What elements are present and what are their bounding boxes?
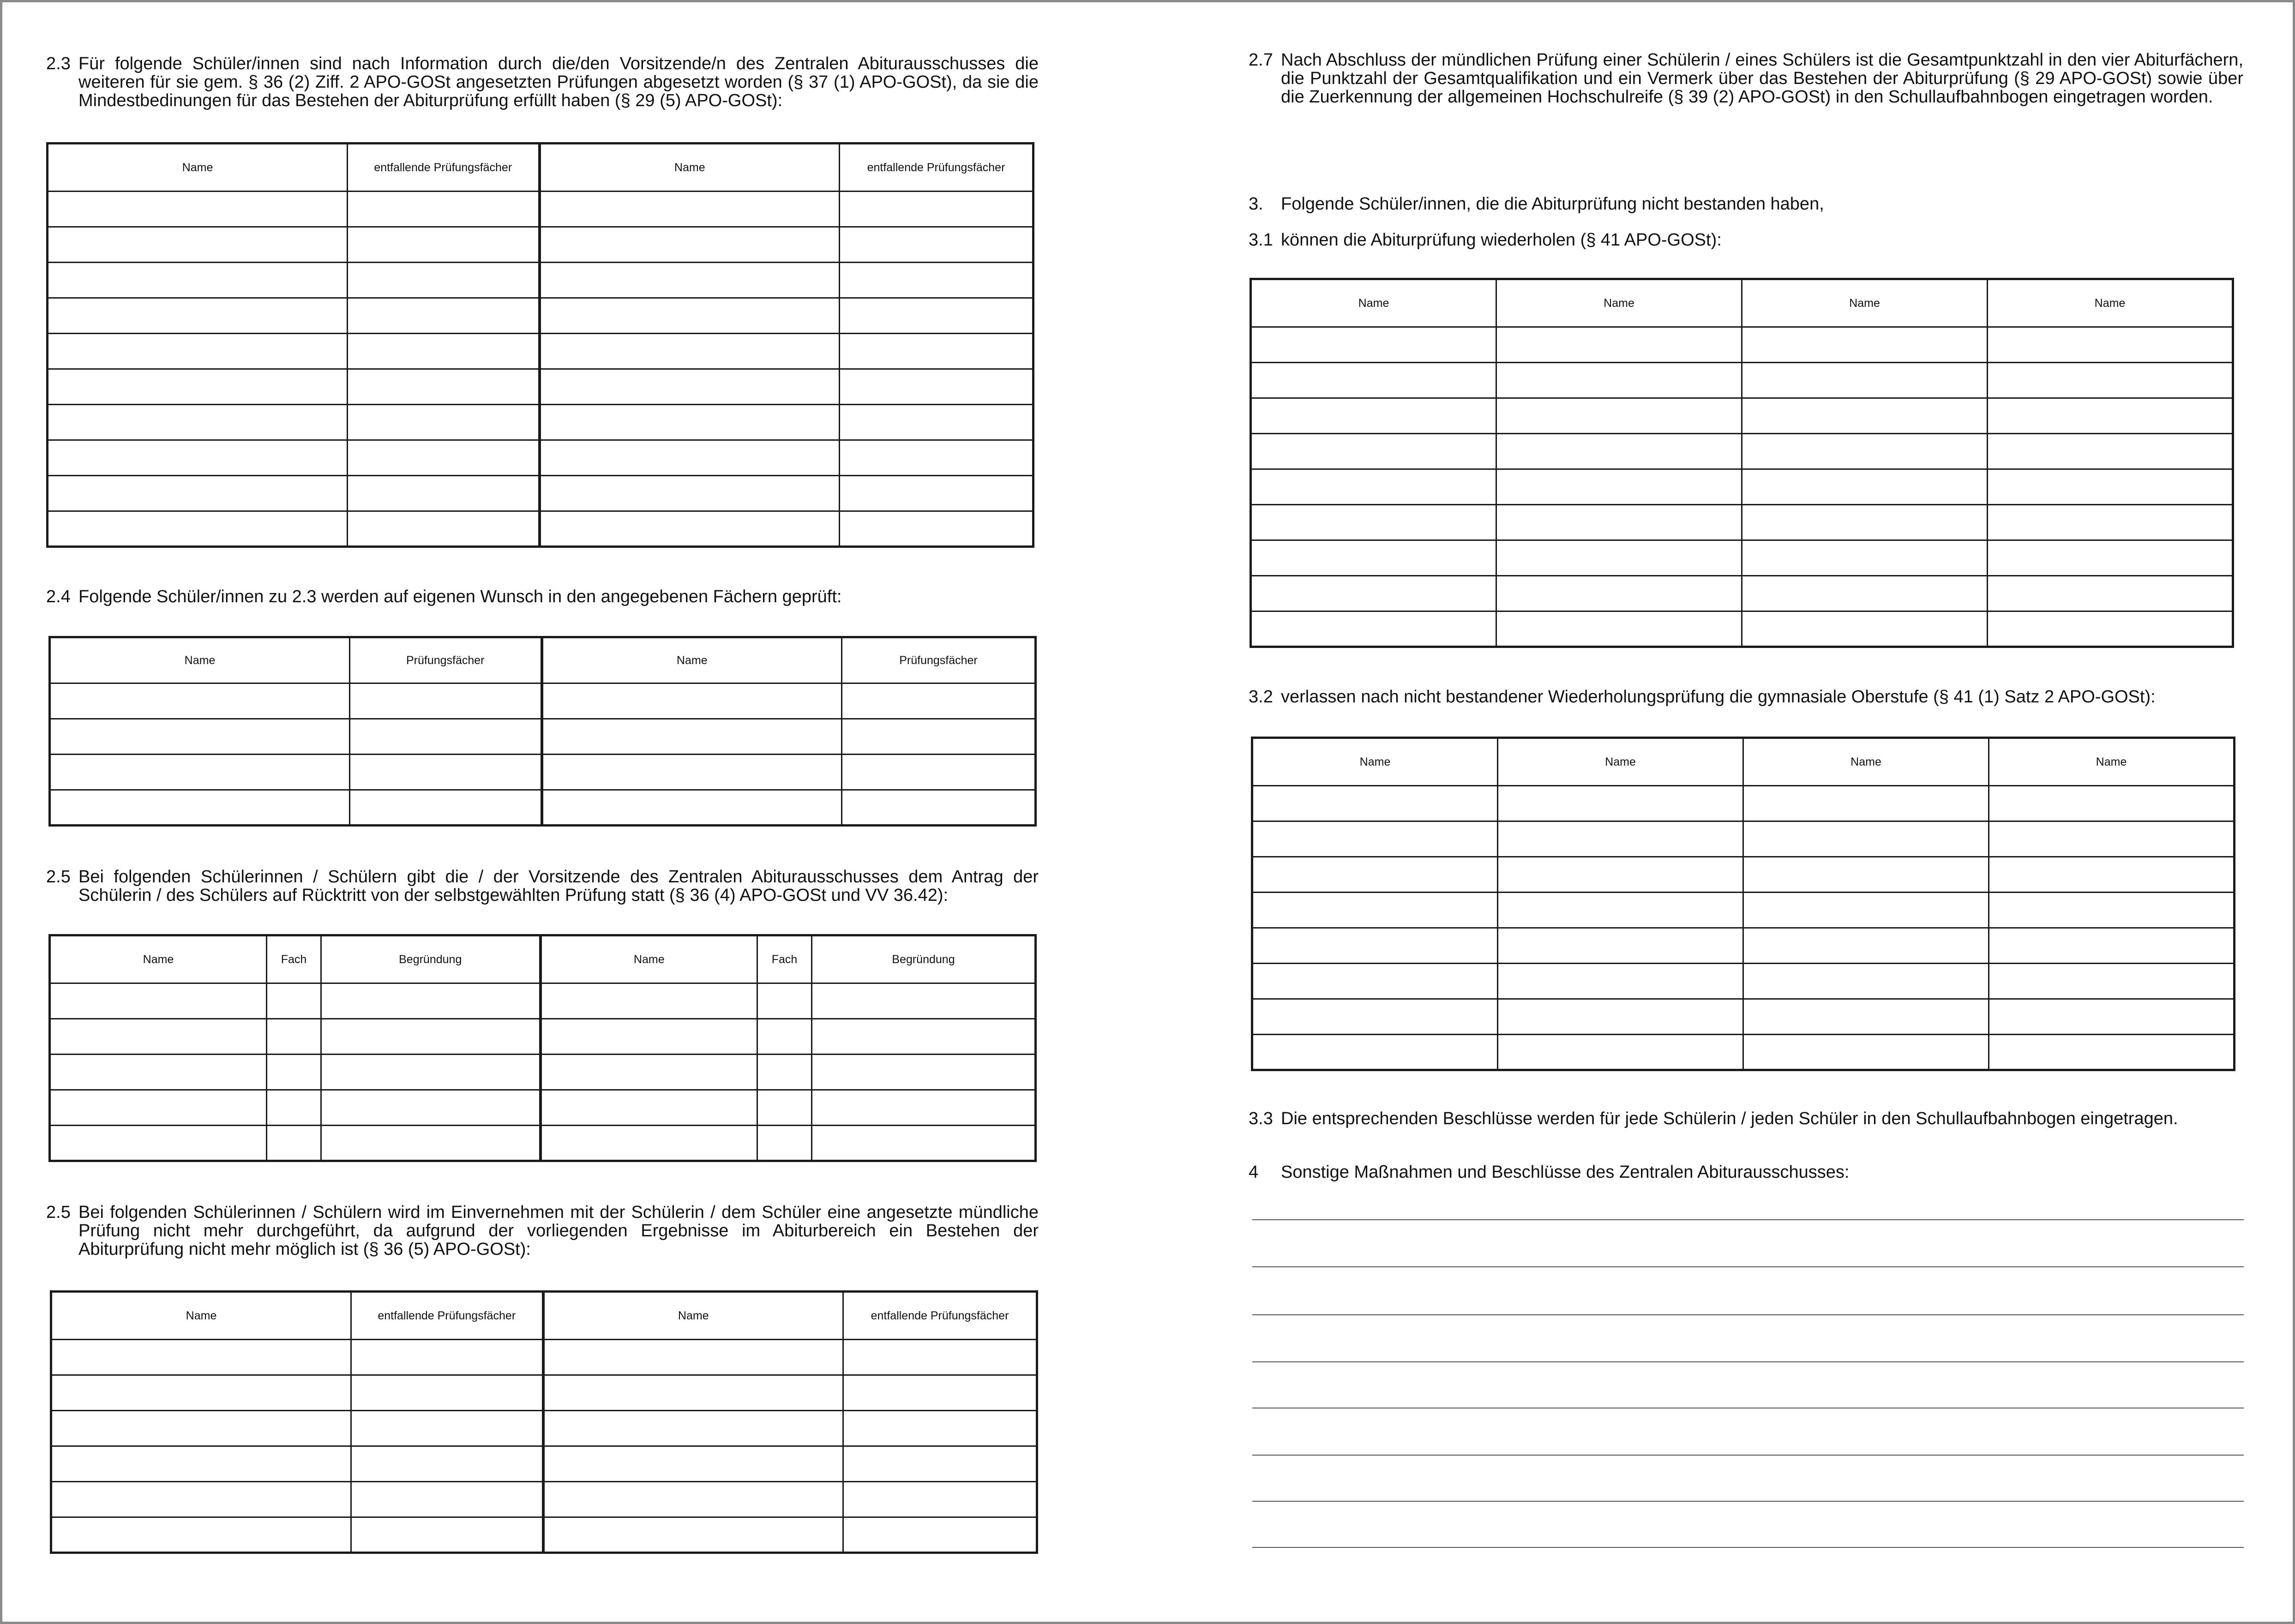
section-number: 4 bbox=[1249, 1163, 1259, 1182]
input-cell[interactable] bbox=[50, 1090, 267, 1126]
input-cell[interactable] bbox=[840, 476, 1033, 511]
input-cell[interactable] bbox=[1743, 893, 1989, 928]
input-cell[interactable] bbox=[1742, 540, 1988, 576]
input-cell[interactable] bbox=[1251, 576, 1496, 611]
input-cell[interactable] bbox=[843, 1446, 1037, 1482]
input-cell[interactable] bbox=[48, 369, 348, 405]
input-cell[interactable] bbox=[1743, 964, 1989, 999]
input-cell[interactable] bbox=[348, 405, 540, 440]
input-cell[interactable] bbox=[1743, 786, 1989, 821]
paragraph: Folgende Schüler/innen, die die Abiturprüfung nicht bestanden haben, bbox=[1281, 194, 1824, 214]
input-cell[interactable] bbox=[1252, 893, 1498, 928]
writing-line[interactable] bbox=[1252, 1314, 2244, 1315]
input-cell[interactable] bbox=[540, 405, 840, 440]
input-cell[interactable] bbox=[543, 1446, 843, 1482]
input-cell[interactable] bbox=[351, 1340, 543, 1375]
input-cell[interactable] bbox=[1742, 611, 1988, 647]
input-cell[interactable] bbox=[1989, 928, 2235, 964]
input-cell[interactable] bbox=[348, 227, 540, 263]
input-cell[interactable] bbox=[1496, 398, 1742, 434]
input-cell[interactable] bbox=[840, 227, 1033, 263]
column-header: Name bbox=[50, 935, 267, 983]
input-cell[interactable] bbox=[1742, 327, 1988, 363]
input-cell[interactable] bbox=[1988, 611, 2233, 647]
column-header: Name bbox=[1988, 279, 2233, 327]
column-header: Fach bbox=[757, 935, 812, 983]
section-4 bbox=[1249, 1163, 2243, 1181]
column-header: entfallende Prüfungsfächer bbox=[351, 1292, 543, 1340]
section-number: 3.3 bbox=[1249, 1109, 1273, 1128]
input-cell[interactable] bbox=[540, 263, 840, 298]
input-cell[interactable] bbox=[51, 1340, 351, 1375]
input-cell[interactable] bbox=[348, 298, 540, 334]
input-cell[interactable] bbox=[1252, 964, 1498, 999]
column-header: Name bbox=[542, 637, 842, 683]
input-cell[interactable] bbox=[757, 1126, 812, 1161]
input-cell[interactable] bbox=[541, 1055, 757, 1090]
input-cell[interactable] bbox=[348, 192, 540, 227]
column-header: Name bbox=[1496, 279, 1742, 327]
input-cell[interactable] bbox=[50, 1019, 267, 1055]
input-cell[interactable] bbox=[1251, 540, 1496, 576]
column-header: Name bbox=[1743, 738, 1989, 786]
input-cell[interactable] bbox=[1743, 999, 1989, 1035]
section-2-5a-text bbox=[46, 868, 1039, 905]
input-cell[interactable] bbox=[50, 683, 350, 719]
input-cell[interactable] bbox=[842, 790, 1036, 826]
paragraph: Für folgende Schüler/innen sind nach Information durch die/den Vorsitzende/n des Zentralen Abiturausschusses die weiteren für sie gem. § 36 (2) Ziff. 2 APO-GOSt angesetzten Prüfungen abgesetzt worden (§ 37 (1) APO-GOSt), da sie die Mindestbedinungen für das Bestehen der Abiturprüfung erfüllt haben (§ 29 (5) APO-GOSt): bbox=[78, 54, 1039, 110]
input-cell[interactable] bbox=[50, 790, 350, 826]
input-cell[interactable] bbox=[1988, 327, 2233, 363]
input-cell[interactable] bbox=[50, 719, 350, 755]
section-2-4 bbox=[46, 587, 1039, 606]
input-cell[interactable] bbox=[812, 1126, 1036, 1161]
section-2-3 bbox=[46, 54, 1039, 110]
input-cell[interactable] bbox=[1742, 469, 1988, 505]
column-header: Fach bbox=[267, 935, 321, 983]
section-number: 3. bbox=[1249, 194, 1263, 214]
section-3-text bbox=[1249, 195, 2243, 213]
input-cell[interactable] bbox=[757, 1090, 812, 1126]
input-cell[interactable] bbox=[1496, 434, 1742, 469]
section-2-7-text bbox=[1249, 51, 2243, 106]
input-cell[interactable] bbox=[48, 334, 348, 369]
writing-line[interactable] bbox=[1252, 1547, 2244, 1548]
paragraph: Die entsprechenden Beschlüsse werden für jede Schülerin / jeden Schüler in den Schullaufbahnbogen eingetragen. bbox=[1281, 1109, 2178, 1128]
table-2-5b bbox=[50, 1290, 1038, 1554]
section-4-text bbox=[1249, 1163, 2243, 1181]
input-cell[interactable] bbox=[1498, 857, 1743, 893]
paragraph: Folgende Schüler/innen zu 2.3 werden auf eigenen Wunsch in den angegebenen Fächern geprüft: bbox=[78, 587, 842, 606]
input-cell[interactable] bbox=[351, 1517, 543, 1553]
input-cell[interactable] bbox=[540, 511, 840, 547]
input-cell[interactable] bbox=[1743, 821, 1989, 857]
input-cell[interactable] bbox=[50, 983, 267, 1019]
column-header: Name bbox=[543, 1292, 843, 1340]
input-cell[interactable] bbox=[267, 983, 321, 1019]
input-cell[interactable] bbox=[1988, 434, 2233, 469]
input-cell[interactable] bbox=[48, 227, 348, 263]
paragraph: Sonstige Maßnahmen und Beschlüsse des Zentralen Abiturausschusses: bbox=[1281, 1163, 1850, 1182]
input-cell[interactable] bbox=[1251, 434, 1496, 469]
input-cell[interactable] bbox=[1251, 327, 1496, 363]
section-2-5b-text bbox=[46, 1203, 1039, 1258]
table-2-4 bbox=[48, 636, 1037, 827]
input-cell[interactable] bbox=[50, 1055, 267, 1090]
column-header: Name bbox=[48, 144, 348, 192]
input-cell[interactable] bbox=[543, 1517, 843, 1553]
input-cell[interactable] bbox=[1498, 1035, 1743, 1070]
input-cell[interactable] bbox=[843, 1340, 1037, 1375]
input-cell[interactable] bbox=[351, 1411, 543, 1446]
input-cell[interactable] bbox=[1252, 1035, 1498, 1070]
input-cell[interactable] bbox=[321, 1055, 541, 1090]
input-cell[interactable] bbox=[1988, 540, 2233, 576]
writing-line[interactable] bbox=[1252, 1266, 2244, 1267]
input-cell[interactable] bbox=[51, 1446, 351, 1482]
input-cell[interactable] bbox=[812, 983, 1036, 1019]
input-cell[interactable] bbox=[1251, 469, 1496, 505]
input-cell[interactable] bbox=[48, 511, 348, 547]
section-number: 2.4 bbox=[46, 587, 71, 606]
table-2-5a bbox=[48, 934, 1037, 1162]
input-cell[interactable] bbox=[540, 298, 840, 334]
input-cell[interactable] bbox=[542, 790, 842, 826]
input-cell[interactable] bbox=[1742, 363, 1988, 398]
section-number: 2.5 bbox=[46, 1203, 71, 1222]
input-cell[interactable] bbox=[267, 1126, 321, 1161]
input-cell[interactable] bbox=[840, 369, 1033, 405]
input-cell[interactable] bbox=[812, 1090, 1036, 1126]
section-number: 3.2 bbox=[1249, 687, 1273, 707]
input-cell[interactable] bbox=[1251, 611, 1496, 647]
section-2-5b bbox=[46, 1203, 1039, 1258]
writing-line[interactable] bbox=[1252, 1219, 2244, 1220]
input-cell[interactable] bbox=[840, 405, 1033, 440]
input-cell[interactable] bbox=[1498, 928, 1743, 964]
input-cell[interactable] bbox=[541, 1019, 757, 1055]
input-cell[interactable] bbox=[541, 1090, 757, 1126]
column-header: Name bbox=[51, 1292, 351, 1340]
section-number: 2.3 bbox=[46, 54, 71, 73]
input-cell[interactable] bbox=[812, 1055, 1036, 1090]
writing-line[interactable] bbox=[1252, 1501, 2244, 1502]
input-cell[interactable] bbox=[51, 1411, 351, 1446]
table-3-1 bbox=[1250, 278, 2234, 648]
input-cell[interactable] bbox=[51, 1375, 351, 1411]
input-cell[interactable] bbox=[1742, 576, 1988, 611]
input-cell[interactable] bbox=[1988, 505, 2233, 540]
input-cell[interactable] bbox=[350, 683, 542, 719]
input-cell[interactable] bbox=[1498, 964, 1743, 999]
input-cell[interactable] bbox=[1743, 1035, 1989, 1070]
input-cell[interactable] bbox=[840, 334, 1033, 369]
column-header: Name bbox=[1252, 738, 1498, 786]
input-cell[interactable] bbox=[1496, 505, 1742, 540]
input-cell[interactable] bbox=[1251, 505, 1496, 540]
paragraph: können die Abiturprüfung wiederholen (§ 41 APO-GOSt): bbox=[1281, 230, 1722, 250]
input-cell[interactable] bbox=[1988, 363, 2233, 398]
input-cell[interactable] bbox=[543, 1411, 843, 1446]
column-header: Name bbox=[1989, 738, 2235, 786]
input-cell[interactable] bbox=[543, 1482, 843, 1517]
input-cell[interactable] bbox=[840, 511, 1033, 547]
input-cell[interactable] bbox=[843, 1517, 1037, 1553]
section-3-2 bbox=[1249, 688, 2243, 706]
section-2-3-text bbox=[46, 54, 1039, 110]
section-3-3-text bbox=[1249, 1109, 2243, 1128]
input-cell[interactable] bbox=[1988, 469, 2233, 505]
paragraph: Bei folgenden Schülerinnen / Schülern wird im Einvernehmen mit der Schülerin / dem Schüler eine angesetzte mündliche Prüfung nicht mehr durchgeführt, da aufgrund der vorliegenden Ergebnisse im Abiturbereich ein Bestehen der Abiturprüfung nicht mehr möglich ist (§ 36 (5) APO-GOSt): bbox=[78, 1203, 1039, 1259]
section-number: 2.5 bbox=[46, 867, 71, 887]
column-header: entfallende Prüfungsfächer bbox=[840, 144, 1033, 192]
input-cell[interactable] bbox=[1989, 964, 2235, 999]
input-cell[interactable] bbox=[1988, 576, 2233, 611]
input-cell[interactable] bbox=[842, 683, 1036, 719]
table-3-2 bbox=[1251, 737, 2235, 1071]
column-header: Name bbox=[540, 144, 840, 192]
input-cell[interactable] bbox=[48, 405, 348, 440]
input-cell[interactable] bbox=[1252, 928, 1498, 964]
column-header: Prüfungsfächer bbox=[842, 637, 1036, 683]
input-cell[interactable] bbox=[540, 227, 840, 263]
section-3-2-text bbox=[1249, 688, 2243, 706]
input-cell[interactable] bbox=[842, 719, 1036, 755]
input-cell[interactable] bbox=[48, 440, 348, 476]
input-cell[interactable] bbox=[348, 476, 540, 511]
input-cell[interactable] bbox=[843, 1482, 1037, 1517]
input-cell[interactable] bbox=[843, 1375, 1037, 1411]
input-cell[interactable] bbox=[757, 1055, 812, 1090]
writing-line[interactable] bbox=[1252, 1455, 2244, 1456]
section-2-4-text bbox=[46, 587, 1039, 606]
input-cell[interactable] bbox=[348, 440, 540, 476]
section-number: 2.7 bbox=[1249, 50, 1273, 70]
input-cell[interactable] bbox=[541, 1126, 757, 1161]
section-3 bbox=[1249, 195, 2243, 213]
input-cell[interactable] bbox=[1252, 821, 1498, 857]
input-cell[interactable] bbox=[48, 192, 348, 227]
input-cell[interactable] bbox=[1989, 786, 2235, 821]
input-cell[interactable] bbox=[842, 755, 1036, 790]
input-cell[interactable] bbox=[757, 983, 812, 1019]
input-cell[interactable] bbox=[1743, 857, 1989, 893]
input-cell[interactable] bbox=[1498, 786, 1743, 821]
input-cell[interactable] bbox=[542, 719, 842, 755]
input-cell[interactable] bbox=[1496, 576, 1742, 611]
input-cell[interactable] bbox=[812, 1019, 1036, 1055]
column-header: Begründung bbox=[812, 935, 1036, 983]
paragraph: Bei folgenden Schülerinnen / Schülern gibt die / der Vorsitzende des Zentralen Abiturausschusses dem Antrag der Schülerin / des Schülers auf Rücktritt von der selbstgewählten Prüfung statt (§ 36 (4) APO-GOSt und VV 36.42): bbox=[78, 867, 1039, 905]
input-cell[interactable] bbox=[840, 192, 1033, 227]
input-cell[interactable] bbox=[50, 755, 350, 790]
paragraph: Nach Abschluss der mündlichen Prüfung einer Schülerin / eines Schülers ist die Gesamtpunktzahl in den vier Abiturfächern, die Punktzahl der Gesamtqualifikation und ein Vermerk über das Bestehen der Abiturprüfung (§ 29 APO-GOSt) sowie über die Zuerkennung der allgemeinen Hochschulreife (§ 39 (2) APO-GOSt) in den Schullaufbahnbogen eingetragen worden. bbox=[1281, 50, 2243, 107]
input-cell[interactable] bbox=[348, 511, 540, 547]
input-cell[interactable] bbox=[1742, 398, 1988, 434]
input-cell[interactable] bbox=[321, 983, 541, 1019]
input-cell[interactable] bbox=[1742, 434, 1988, 469]
input-cell[interactable] bbox=[1251, 398, 1496, 434]
input-cell[interactable] bbox=[1496, 540, 1742, 576]
input-cell[interactable] bbox=[540, 476, 840, 511]
table-2-3 bbox=[46, 142, 1034, 548]
input-cell[interactable] bbox=[350, 755, 542, 790]
input-cell[interactable] bbox=[1496, 363, 1742, 398]
input-cell[interactable] bbox=[543, 1340, 843, 1375]
input-cell[interactable] bbox=[267, 1055, 321, 1090]
section-2-7 bbox=[1249, 51, 2243, 106]
input-cell[interactable] bbox=[843, 1411, 1037, 1446]
input-cell[interactable] bbox=[48, 263, 348, 298]
input-cell[interactable] bbox=[1743, 928, 1989, 964]
input-cell[interactable] bbox=[1251, 363, 1496, 398]
input-cell[interactable] bbox=[267, 1019, 321, 1055]
column-header: Prüfungsfächer bbox=[350, 637, 542, 683]
column-header: entfallende Prüfungsfächer bbox=[843, 1292, 1037, 1340]
input-cell[interactable] bbox=[540, 440, 840, 476]
input-cell[interactable] bbox=[1252, 999, 1498, 1035]
column-header: Name bbox=[541, 935, 757, 983]
input-cell[interactable] bbox=[50, 1126, 267, 1161]
paragraph: verlassen nach nicht bestandener Wiederholungsprüfung die gymnasiale Oberstufe (§ 41 (1) Satz 2 APO-GOSt): bbox=[1281, 687, 2156, 707]
section-3-1-text bbox=[1249, 231, 2243, 249]
input-cell[interactable] bbox=[1742, 505, 1988, 540]
input-cell[interactable] bbox=[543, 1375, 843, 1411]
column-header: Begründung bbox=[321, 935, 541, 983]
input-cell[interactable] bbox=[840, 263, 1033, 298]
input-cell[interactable] bbox=[1498, 893, 1743, 928]
input-cell[interactable] bbox=[1496, 469, 1742, 505]
column-header: entfallende Prüfungsfächer bbox=[348, 144, 540, 192]
input-cell[interactable] bbox=[348, 369, 540, 405]
input-cell[interactable] bbox=[51, 1517, 351, 1553]
input-cell[interactable] bbox=[321, 1090, 541, 1126]
input-cell[interactable] bbox=[321, 1126, 541, 1161]
input-cell[interactable] bbox=[542, 683, 842, 719]
input-cell[interactable] bbox=[267, 1090, 321, 1126]
input-cell[interactable] bbox=[540, 192, 840, 227]
input-cell[interactable] bbox=[48, 476, 348, 511]
input-cell[interactable] bbox=[351, 1375, 543, 1411]
input-cell[interactable] bbox=[542, 755, 842, 790]
input-cell[interactable] bbox=[1989, 857, 2235, 893]
input-cell[interactable] bbox=[350, 790, 542, 826]
input-cell[interactable] bbox=[1989, 999, 2235, 1035]
input-cell[interactable] bbox=[757, 1019, 812, 1055]
column-header: Name bbox=[1498, 738, 1743, 786]
input-cell[interactable] bbox=[1252, 857, 1498, 893]
input-cell[interactable] bbox=[348, 263, 540, 298]
section-3-3 bbox=[1249, 1109, 2243, 1128]
column-header: Name bbox=[1251, 279, 1496, 327]
input-cell[interactable] bbox=[351, 1446, 543, 1482]
input-cell[interactable] bbox=[1498, 821, 1743, 857]
input-cell[interactable] bbox=[540, 369, 840, 405]
input-cell[interactable] bbox=[840, 298, 1033, 334]
input-cell[interactable] bbox=[1989, 893, 2235, 928]
writing-line[interactable] bbox=[1252, 1361, 2244, 1362]
section-3-1 bbox=[1249, 231, 2243, 249]
input-cell[interactable] bbox=[348, 334, 540, 369]
input-cell[interactable] bbox=[1496, 327, 1742, 363]
input-cell[interactable] bbox=[1498, 999, 1743, 1035]
input-cell[interactable] bbox=[350, 719, 542, 755]
input-cell[interactable] bbox=[1989, 1035, 2235, 1070]
input-cell[interactable] bbox=[540, 334, 840, 369]
input-cell[interactable] bbox=[840, 440, 1033, 476]
column-header: Name bbox=[50, 637, 350, 683]
input-cell[interactable] bbox=[1989, 821, 2235, 857]
input-cell[interactable] bbox=[1988, 398, 2233, 434]
input-cell[interactable] bbox=[351, 1482, 543, 1517]
input-cell[interactable] bbox=[321, 1019, 541, 1055]
input-cell[interactable] bbox=[51, 1482, 351, 1517]
input-cell[interactable] bbox=[48, 298, 348, 334]
column-header: Name bbox=[1742, 279, 1988, 327]
section-number: 3.1 bbox=[1249, 230, 1273, 250]
input-cell[interactable] bbox=[1252, 786, 1498, 821]
input-cell[interactable] bbox=[541, 983, 757, 1019]
section-2-5a bbox=[46, 868, 1039, 905]
input-cell[interactable] bbox=[1496, 611, 1742, 647]
